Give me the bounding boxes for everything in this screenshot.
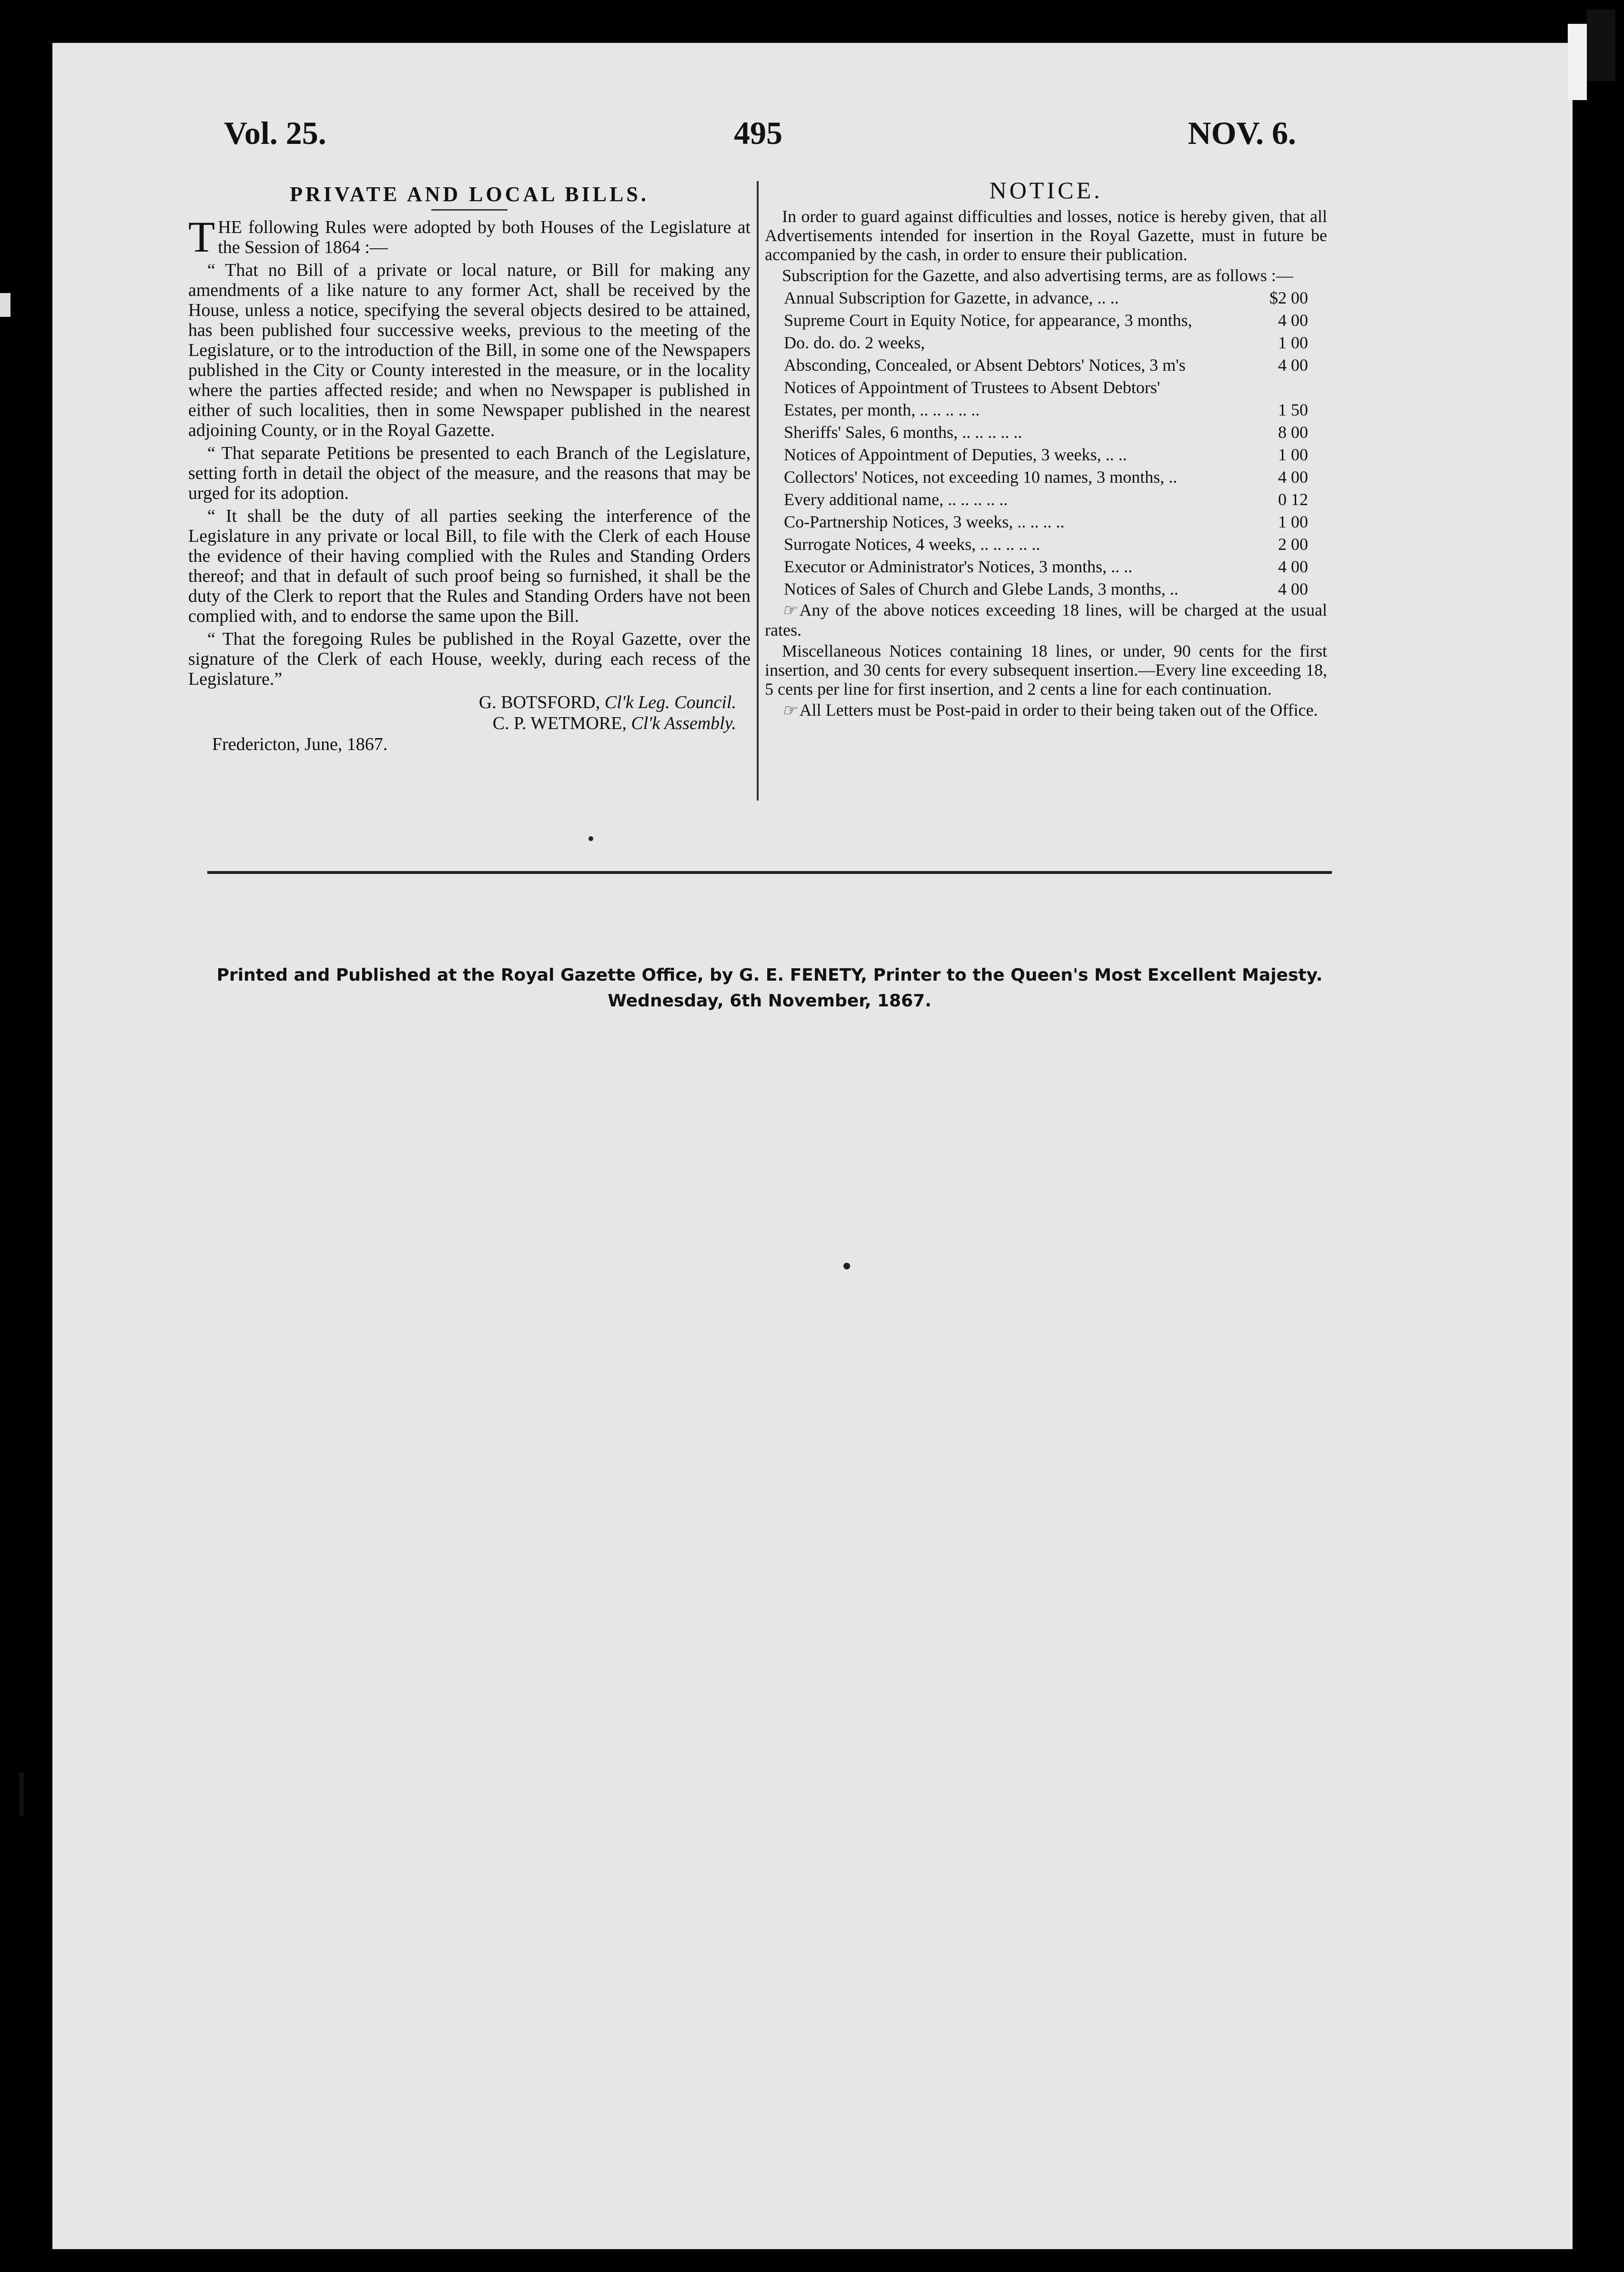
margin-ink-mark	[19, 1773, 24, 1816]
rate-label: Notices of Sales of Church and Glebe Lands, 3 months, ..	[784, 579, 1178, 598]
rate-row	[765, 376, 1327, 399]
rate-price: 1 00	[1278, 333, 1308, 352]
rate-label: Collectors' Notices, not exceeding 10 names, 3 months, ..	[784, 467, 1177, 487]
scan-edge-mark	[1587, 10, 1615, 81]
column-title: PRIVATE AND LOCAL BILLS.	[290, 183, 649, 206]
rate-price: 8 00	[1278, 423, 1308, 442]
notice-column	[765, 176, 1327, 722]
drop-cap: T	[188, 213, 215, 261]
rate-row	[765, 332, 1327, 354]
rate-row	[765, 578, 1327, 600]
rate-label: Notices of Appointment of Deputies, 3 weeks, .. ..	[784, 445, 1127, 464]
rate-row	[765, 488, 1327, 511]
volume-number: Vol. 25.	[224, 115, 326, 151]
rule-paragraph: “ It shall be the duty of all parties seeking the interference of the Legislature in any private or local Bill, to file with the Clerk of each House the evidence of their having complied with the Rules and Standing Orders thereof; and that in default of such proof being so furnished, it shall be the duty of the Clerk to report that the Rules and Standing Orders have not been complied with, and to endorse the same upon the Bill.	[188, 506, 751, 626]
rate-row	[765, 287, 1327, 309]
rate-price: $2 00	[1269, 288, 1308, 307]
rate-row	[765, 309, 1327, 332]
print-speck	[843, 1263, 850, 1269]
rate-price: 1 00	[1278, 512, 1308, 531]
imprint-line: Printed and Published at the Royal Gazette Office, by G. E. FENETY, Printer to the Queen's Most Excellent Majesty.	[216, 965, 1323, 985]
rule-paragraph: “ That the foregoing Rules be published in the Royal Gazette, over the signature of the Clerk of each House, weekly, during each recess of the Legislature.”	[188, 629, 751, 689]
rate-price: 4 00	[1278, 355, 1308, 375]
rate-row	[765, 511, 1327, 533]
rate-row	[765, 444, 1327, 466]
letters-note-text: All Letters must be Post-paid in order to their being taken out of the Office.	[799, 700, 1318, 720]
rate-price: 4 00	[1278, 311, 1308, 330]
signatory-name: G. BOTSFORD,	[478, 692, 600, 712]
excess-note-text: Any of the above notices exceeding 18 lines, will be charged at the usual rates.	[765, 600, 1327, 639]
rate-label: Co-Partnership Notices, 3 weeks, .. .. .. ..	[784, 512, 1065, 531]
rate-price: 4 00	[1278, 579, 1308, 598]
signature-wetmore	[188, 713, 751, 734]
rule-paragraph: “ That separate Petitions be presented to each Branch of the Legislature, setting forth in detail the object of the measure, and the reasons that may be urged for its adoption.	[188, 443, 751, 503]
notice-title: NOTICE.	[989, 177, 1103, 203]
rate-row	[765, 354, 1327, 376]
rate-row	[765, 466, 1327, 488]
rate-price: 2 00	[1278, 535, 1308, 554]
scan-edge-tick	[0, 293, 10, 317]
rate-label: Supreme Court in Equity Notice, for appearance, 3 months,	[784, 311, 1192, 330]
rate-label: Estates, per month, .. .. .. .. ..	[784, 400, 980, 419]
signature-botsford	[188, 692, 751, 713]
rate-row	[765, 533, 1327, 556]
imprint-footer	[210, 963, 1330, 1014]
rate-label: Absconding, Concealed, or Absent Debtors' Notices, 3 m's	[784, 355, 1186, 375]
column-divider	[757, 181, 759, 801]
rate-label: Annual Subscription for Gazette, in advance, .. ..	[784, 288, 1119, 307]
terms-intro: Subscription for the Gazette, and also advertising terms, are as follows :—	[782, 266, 1293, 285]
intro-paragraph	[188, 213, 751, 261]
page-number: 495	[734, 115, 782, 151]
rate-label: Executor or Administrator's Notices, 3 months, .. ..	[784, 557, 1133, 576]
rate-label: Surrogate Notices, 4 weeks, .. .. .. .. ..	[784, 535, 1040, 554]
rate-row	[765, 421, 1327, 444]
page-edge-mark	[1568, 24, 1587, 100]
imprint-date: Wednesday, 6th November, 1867.	[608, 991, 932, 1011]
place-date: Fredericton, June, 1867.	[212, 734, 388, 754]
rate-row	[765, 556, 1327, 578]
rate-label: Sheriffs' Sales, 6 months, .. .. .. .. ..	[784, 423, 1022, 442]
private-local-bills-column	[188, 176, 751, 755]
print-speck	[589, 836, 593, 841]
rate-price: 4 00	[1278, 557, 1308, 576]
signatory-role: Cl'k Assembly.	[631, 713, 736, 733]
rate-price: 0 12	[1278, 490, 1308, 509]
signatory-name: C. P. WETMORE,	[492, 713, 627, 733]
excess-note	[765, 600, 1327, 639]
rates-table	[765, 287, 1327, 600]
bottom-rule	[207, 871, 1332, 874]
rate-label: Every additional name, .. .. .. .. ..	[784, 490, 1008, 509]
letters-note	[765, 700, 1327, 720]
rate-price: 4 00	[1278, 467, 1308, 487]
rate-label: Notices of Appointment of Trustees to Absent Debtors'	[784, 378, 1160, 397]
signatory-role: Cl'k Leg. Council.	[604, 692, 736, 712]
issue-date: NOV. 6.	[1188, 115, 1296, 151]
rule-paragraph: “ That no Bill of a private or local nature, or Bill for making any amendments of a like nature to any former Act, shall be received by the House, unless a notice, specifying the several objects desired to be attained, has been published four successive weeks, previous to the meeting of the Legislature, or to the introduction of the Bill, in some one of the Newspapers published in the City or County interested in the measure, or in the locality where the parties affected reside; and when no Newspaper is published in either of such localities, then in some Newspaper published in the nearest adjoining County, or in the Royal Gazette.	[188, 260, 751, 440]
misc-notices: Miscellaneous Notices containing 18 lines, or under, 90 cents for the first insertion, and 30 cents for every subsequent insertion.—Every line exceeding 18, 5 cents per line for first insertion, and 2 cents a line for each continuation.	[765, 641, 1327, 699]
rate-label: Do. do. do. 2 weeks,	[784, 333, 925, 352]
rate-row	[765, 399, 1327, 421]
intro-text: HE following Rules were adopted by both Houses of the Legislature at the Session of 1864 :—	[218, 217, 751, 257]
notice-intro: In order to guard against difficulties and losses, notice is hereby given, that all Advertisements intended for insertion in the Royal Gazette, must in future be accompanied by the cash, in order to ensure their publication.	[765, 207, 1327, 264]
rate-price: 1 50	[1278, 400, 1308, 419]
pointing-hand-icon: ☞	[782, 702, 797, 720]
title-underline	[431, 209, 508, 211]
page-header	[224, 114, 1296, 167]
rate-price: 1 00	[1278, 445, 1308, 464]
pointing-hand-icon: ☞	[782, 602, 797, 619]
